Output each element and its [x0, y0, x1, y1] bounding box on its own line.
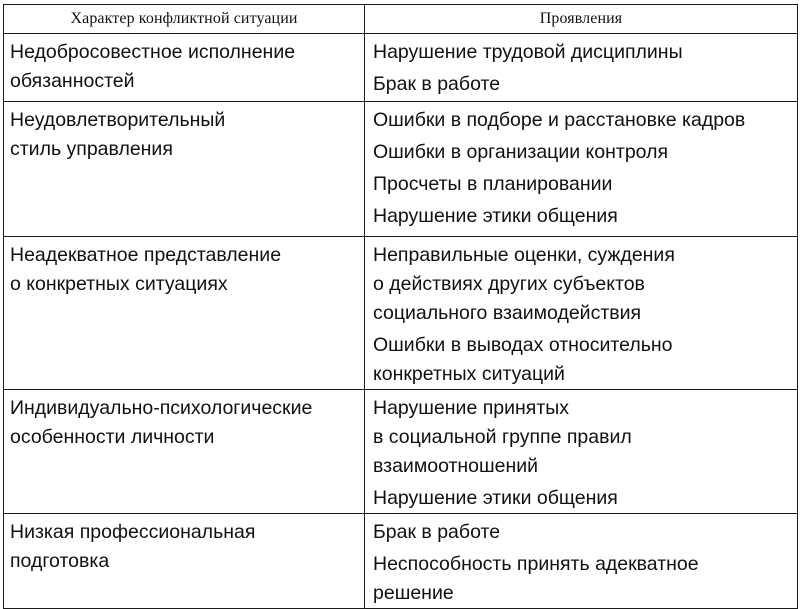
character-cell [4, 102, 365, 237]
table-row [4, 34, 798, 102]
manifestation-item: Ошибки в подборе и расстановке кадров [373, 109, 746, 131]
manifestation-item: Брак в работе [373, 73, 501, 95]
character-cell [4, 34, 365, 102]
character-cell [4, 237, 365, 390]
table-row [4, 102, 798, 237]
manifestations-cell [365, 102, 798, 237]
manifestations-cell [365, 237, 798, 390]
header-character: Характер конфликтной ситуации [4, 5, 365, 34]
manifestations-cell [365, 34, 798, 102]
manifestation-item: Неправильные оценки, суждения о действиях других субъектов социального взаимодействия [373, 244, 675, 324]
character-text: Индивидуально-психологические особенности личности [10, 397, 313, 448]
manifestation-item: Ошибки в выводах относительно конкретных ситуаций [373, 334, 673, 385]
header-manifestations: Проявления [365, 5, 798, 34]
character-cell [4, 390, 365, 514]
table-row [4, 237, 798, 390]
character-text: Неадекватное представление о конкретных ситуациях [10, 244, 282, 295]
manifestation-item: Брак в работе [373, 521, 501, 543]
character-text: Низкая профессиональная подготовка [10, 521, 256, 572]
table-row [4, 514, 798, 609]
header-row [4, 5, 798, 34]
manifestation-item: Ошибки в организации контроля [373, 141, 669, 163]
manifestation-item: Просчеты в планировании [373, 173, 613, 195]
conflict-situations-table [3, 4, 798, 609]
manifestation-item: Неспособность принять адекватное решение [373, 553, 699, 604]
manifestation-item: Нарушение принятых в социальной группе правил взаимоотношений [373, 397, 632, 477]
table-row [4, 390, 798, 514]
character-cell [4, 514, 365, 609]
manifestations-cell [365, 390, 798, 514]
manifestation-item: Нарушение этики общения [373, 487, 618, 509]
manifestations-cell [365, 514, 798, 609]
manifestation-item: Нарушение этики общения [373, 205, 618, 227]
character-text: Неудовлетворительный стиль управления [10, 109, 226, 160]
manifestation-item: Нарушение трудовой дисциплины [373, 41, 683, 63]
character-text: Недобросовестное исполнение обязанностей [10, 41, 296, 92]
